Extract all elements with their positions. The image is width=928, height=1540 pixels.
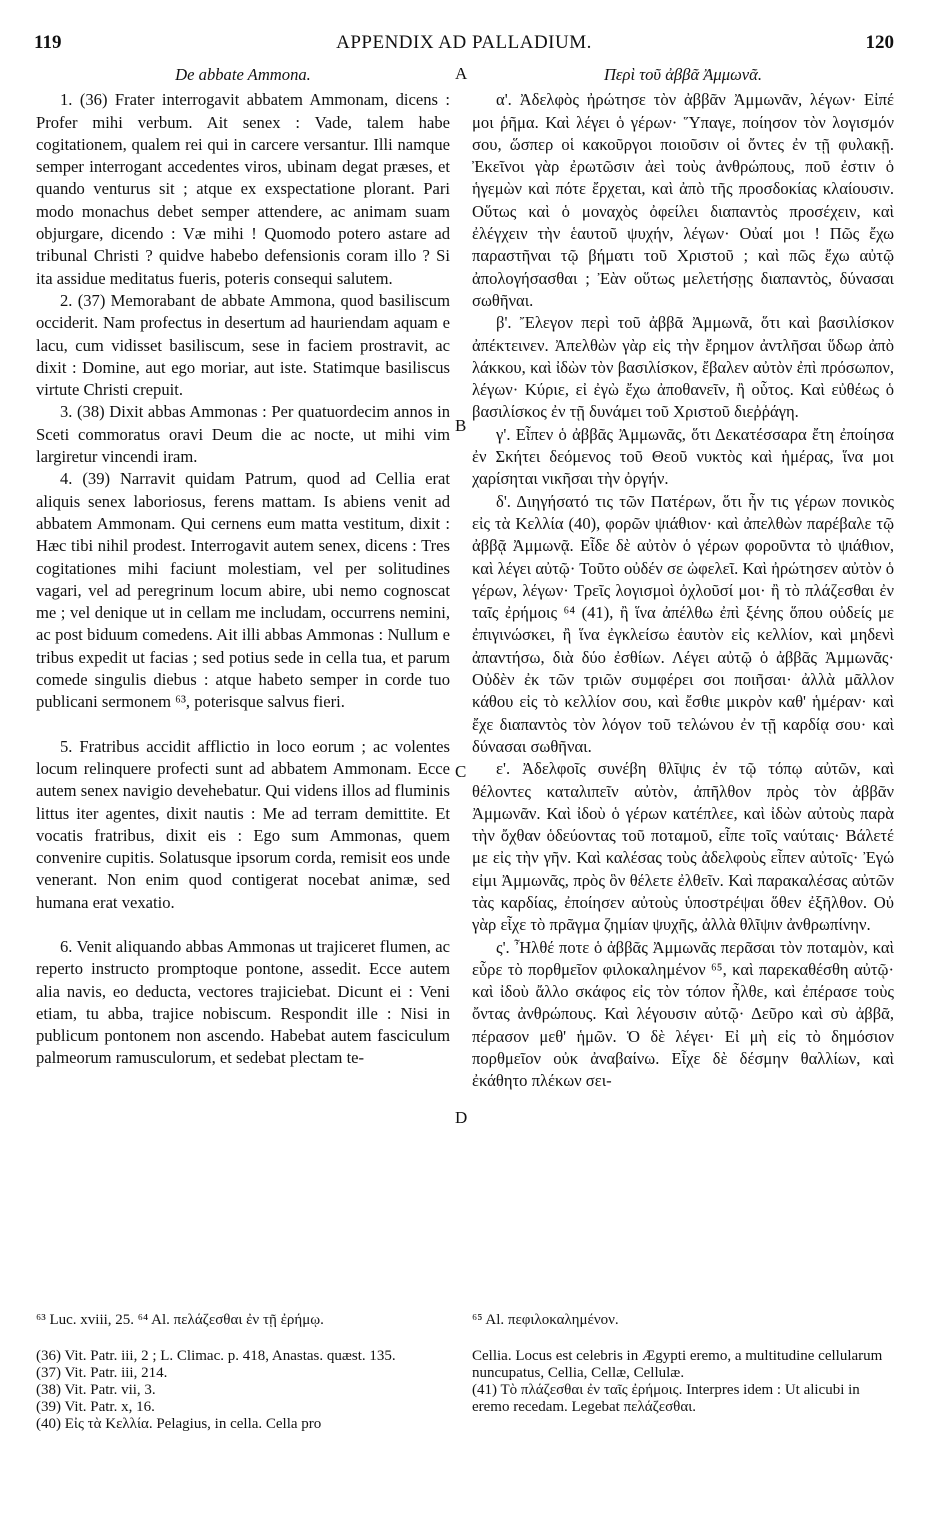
greek-column xyxy=(472,64,894,1093)
latin-paragraph: 1. (36) Frater interrogavit abbatem Ammonam, dicens : Profer mihi verbum. Ait senex : Vade, talem habe cogitationem, qualem rei qui in carcere versantur. Illi namque semper interrogant accedentes viros, ubinam degat præses, et quando venturus sit ; atque ex exspectatione plorant. Pari modo monachus debet semper attendere, ac animam suam objurgare, dicendo : Væ mihi ! Quomodo potero astare ad tribunal Christi ? quidve habebo defensionis coram illo ? Si ita assidue meditatus fueris, poteris consequi salutem. xyxy=(36,90,450,288)
note-line: (41) Τὸ πλάζεσθαι ἐν ταῖς ἐρήμοις. Interpres idem : Ut alicubi in eremo recedam. Legebat πελάζεσθαι. xyxy=(472,1382,860,1415)
page-number-left: 119 xyxy=(34,32,62,53)
latin-paragraph: 4. (39) Narravit quidam Patrum, quod ad Cellia erat aliquis senex laboriosus, ferens mattam. Is abiens venit ad abbatem Ammonam. Qui cernens eum matta vestitum, dixit : Hæc tibi nihil prodest. Interrogavit autem senex, dicens : Tres cogitationes mihi faciunt molestiam, vel per solitudines vagari, vel ad peregrinum locum abire, ubi nemo cognoscat me ; vel denique ut in cellam me includam, occurrens nemini, ac post biduum comedens. Ait illi abbas Ammonas : Nullum e tribus expedit ut facias ; sed potius sede in cella tua, et parum comede singulis diebus : atque habeto semper in corde tuo publicani sermonem ⁶³, poterisque salvus fieri. xyxy=(36,469,450,712)
latin-paragraph: 3. (38) Dixit abbas Ammonas : Per quatuordecim annos in Sceti commoratus oravi Deum die ac nocte, ut mihi vim largiretur vincendi iram. xyxy=(36,402,450,467)
latin-footnote xyxy=(36,1312,456,1329)
running-header xyxy=(34,32,894,56)
note-line: (38) Vit. Patr. vii, 3. xyxy=(36,1382,156,1398)
greek-paragraph: α'. Ἀδελφὸς ἠρώτησε τὸν ἀββᾶν Ἀμμωνᾶν, λέγων· Εἰπέ μοι ῥῆμα. Καὶ λέγει ὁ γέρων· Ὕπαγε, ποίησον τὸν λογισμόν σου, ὥσπερ οἱ κακοῦργοι ποιοῦσιν οἱ ὄντες ἐν τῇ φυλακῇ. Ἐκεῖνοι γὰρ ἐρωτῶσιν ἀεὶ τοὺς ἀνθρώπους, ποῦ ἐστιν ὁ ἡγεμὼν καὶ πότε ἔρχεται, καὶ ἀπὸ τῆς προσδοκίας κλαίουσιν. Οὕτως καὶ ὁ μοναχὸς ὀφείλει διαπαντὸς προσέχειν, καὶ ἐλέγχειν τὴν ἑαυτοῦ ψυχήν, λέγων· Οὐαί μοι ! Πῶς ἔχω παραστῆναι τῷ βήματι τοῦ Χριστοῦ ; καὶ πῶς ἔχω αὐτῷ ἀπολογήσασθαι ; Ἐὰν οὕτως μελετήσῃς διαπαντὸς, δύνασαι σωθῆναι. xyxy=(472,90,894,310)
note-line: (36) Vit. Patr. iii, 2 ; L. Climac. p. 418, Anastas. quæst. 135. xyxy=(36,1348,396,1364)
latin-column xyxy=(36,64,450,1070)
note-line: Cellia. Locus est celebris in Ægypti eremo, a multitudine cellularum nuncupatus, Cellia, Cellæ, Cellulæ. xyxy=(472,1348,883,1381)
greek-paragraph: ς'. Ἦλθέ ποτε ὁ ἀββᾶς Ἀμμωνᾶς περᾶσαι τὸν ποταμὸν, καὶ εὗρε τὸ πορθμεῖον φιλοκαλημένον ⁶⁵, καὶ παρεκαθέσθη αὐτῷ· καὶ ἰδοὺ ἄλλο σκάφος εἰς τὸν τόπον ἦλθε, καὶ ἐπέρασε τοὺς ὄντας ἀνθρώπους. Καὶ λέγουσιν αὐτῷ· Δεῦρο καὶ σὺ ἀββᾶ, πέρασον μεθ' ἡμῶν. Ὁ δὲ λέγει· Εἰ μὴ εἰς τὸ δημόσιον πορθμεῖον οὐκ ἀναβαίνω. Εἶχε δὲ δέσμην θαλλίων, καὶ ἐκάθητο πλέκων σει- xyxy=(472,937,894,1091)
greek-paragraph: ε'. Ἀδελφοῖς συνέβη θλῖψις ἐν τῷ τόπῳ αὐτῶν, καὶ θέλοντες καταλιπεῖν αὐτὸν, ἀπῆλθον πρὸς τὸν ἀββᾶν Ἀμμωνᾶν. Καὶ ἰδοὺ ὁ γέρων κατέπλεε, καὶ ἰδὼν αὐτοὺς παρὰ τὴν ὄχθαν ὁδεύοντας τοῦ ποταμοῦ, εἶπε τοῖς ναύταις· Βάλετέ με εἰς τὴν γῆν. Καὶ καλέσας τοὺς ἀδελφοὺς εἶπεν αὐτοῖς· Ἐγώ εἰμι Ἀμμωνᾶς, πρὸς ὃν θέλετε ἐλθεῖν. Καὶ παρακαλέσας αὐτῶν τὰς καρδίας, ἐποίησεν αὐτοὺς ὑποστρέψαι ὅθεν ἐξῆλθον. Οὐ γὰρ εἶχε τὸ πρᾶγμα ζημίαν ψυχῆς, ἀλλὰ θλῖψιν ἀνθρωπίνην. xyxy=(472,759,894,935)
margin-letter-a: A xyxy=(455,64,468,83)
note-line: (37) Vit. Patr. iii, 214. xyxy=(36,1365,168,1381)
footnote-text: ⁶³ Luc. xviii, 25. ⁶⁴ Al. πελάζεσθαι ἐν τῇ ἐρήμῳ. xyxy=(36,1312,324,1328)
page-number-right: 120 xyxy=(865,32,894,53)
latin-paragraph: 5. Fratribus accidit afflictio in loco eorum ; ac volentes locum relinquere profecti sunt ad abbatem Ammonam. Ecce autem senex navigio devehebatur. Qui videns illos ad fluminis littus iter agentes, dixit nautis : Me ad terram demittite. Et vocatis fratribus, dixit eis : Ego sum Ammonas, quem convenire cupitis. Solatusque ipsorum corda, remisit eos unde venerant. Non enim quod contigerat nocebat animæ, sed humana erat vexatio. xyxy=(36,736,450,912)
footnote-text: ⁶⁵ Al. πεφιλοκαλημένον. xyxy=(472,1312,619,1328)
note-line: (39) Vit. Patr. x, 16. xyxy=(36,1399,155,1415)
greek-paragraph: δ'. Διηγήσατό τις τῶν Πατέρων, ὅτι ἦν τις γέρων πονικὸς εἰς τὰ Κελλία (40), φορῶν ψιάθιον· καὶ ἀπελθὼν παρέβαλε τῷ ἀββᾷ Ἀμμωνᾷ. Εἶδε δὲ αὐτὸν ὁ γέρων φοροῦντα τὸ ψιάθιον, καὶ λέγει αὐτῷ· Τοῦτο οὐδέν σε ὠφελεῖ. Καὶ ἠρώτησεν αὐτὸν ὁ γέρων, λέγων· Τρεῖς λογισμοὶ ὀχλοῦσί μοι· ἢ τὸ πλάζεσθαι ἐν ταῖς ἐρήμοις ⁶⁴ (41), ἢ ἵνα ἀπέλθω ἐπὶ ξένης ὅπου οὐδείς με ἐπιγινώσκει, ἢ ἵνα ἐγκλείσω ἑαυτὸν εἰς κελλίον, καὶ μηδενὶ ἀπαντήσω, διὰ δύο ἐσθίων. Λέγει αὐτῷ ὁ ἀββᾶς Ἀμμωνᾶς· Οὐδὲν ἐκ τῶν τριῶν συμφέρει σοι ποιῆσαι· ἀλλὰ μᾶλλον κάθου εἰς τὸ κελλίον σου, καὶ ἔσθιε μικρὸν καθ' ἡμέραν· καὶ ἔχε διαπαντὸς τὸν λόγον τοῦ τελώνου ἐν τῇ καρδίᾳ σου· καὶ δύνασαι σωθῆναι. xyxy=(472,491,894,756)
greek-notes xyxy=(472,1348,892,1416)
latin-heading: De abbate Ammona. xyxy=(175,65,311,84)
greek-heading: Περὶ τοῦ ἀββᾶ Ἀμμωνᾶ. xyxy=(603,65,763,84)
latin-paragraph: 6. Venit aliquando abbas Ammonas ut trajiceret flumen, ac reperto instructo promptoque pontone, assedit. Ecce autem alia navis, eo deducta, vectores trajiciebat. Dicunt ei : Veni etiam, tu abba, trajice nobiscum. Respondit ille : Nisi in publicum pontonem non ascendo. Habebat autem fasciculum palmeorum ramusculorum, et sedebat plectam te- xyxy=(36,936,450,1068)
latin-notes xyxy=(36,1348,456,1433)
latin-paragraph: 2. (37) Memorabant de abbate Ammona, quod basiliscum occiderit. Nam profectus in desertum ad hauriendam aquam e lacu, cum vidisset basiliscum, sese in faciem prostravit, ac dixit : Domine, aut ego moriar, aut iste. Statimque basiliscus virtute Christi crepuit. xyxy=(36,290,450,400)
margin-letter-c: C xyxy=(455,762,467,781)
running-title: APPENDIX AD PALLADIUM. xyxy=(336,32,592,53)
margin-letter-d: D xyxy=(455,1108,468,1127)
greek-paragraph: γ'. Εἶπεν ὁ ἀββᾶς Ἀμμωνᾶς, ὅτι Δεκατέσσαρα ἔτη ἐποίησα ἐν Σκήτει δεόμενος τοῦ Θεοῦ νυκτὸς καὶ ἡμέρας, ἵνα μοι χαρίσηται νικῆσαι τὴν ὀργήν. xyxy=(472,424,894,489)
note-line: (40) Εἰς τὰ Κελλία. Pelagius, in cella. Cella pro xyxy=(36,1416,322,1432)
margin-letter-b: B xyxy=(455,416,467,435)
greek-paragraph: β'. Ἔλεγον περὶ τοῦ ἀββᾶ Ἀμμωνᾶ, ὅτι καὶ βασιλίσκον ἀπέκτεινεν. Ἀπελθὼν γὰρ εἰς τὴν ἔρημον ἀντλῆσαι ὕδωρ ἀπὸ λάκκου, καὶ ἰδὼν τὸν βασιλίσκον, ἔβαλεν αὐτὸν ἐπὶ πρόσωπον, λέγων· Κύριε, εἰ ἐγὼ ἔχω ἀποθανεῖν, ἢ οὗτος. Καὶ εὐθέως ὁ βασιλίσκος ἐν τῇ δυνάμει τοῦ Χριστοῦ διεῤῥάγη. xyxy=(472,313,894,422)
greek-footnote xyxy=(472,1312,892,1329)
